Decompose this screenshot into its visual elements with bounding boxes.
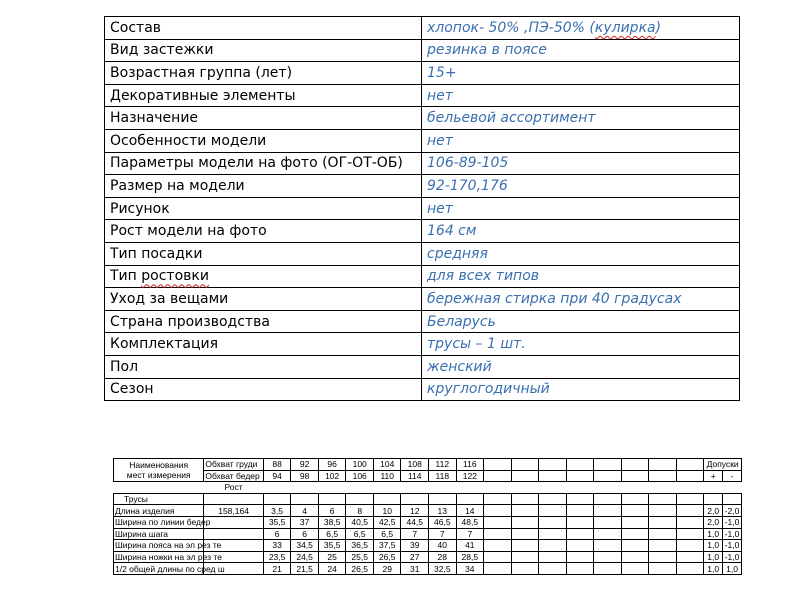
empty-cell: [621, 563, 649, 575]
empty-cell: [539, 540, 567, 552]
attribute-value: женский: [422, 355, 740, 378]
attribute-row: [105, 152, 740, 175]
hips-size: 94: [263, 470, 291, 482]
chest-size: 108: [401, 459, 429, 471]
measurement-value: 33: [263, 540, 291, 552]
empty-cell: [621, 540, 649, 552]
empty-cell: [649, 551, 677, 563]
empty-cell: [401, 482, 429, 494]
measurement-value: 35,5: [263, 516, 291, 528]
empty-cell: [566, 528, 594, 540]
empty-cell: [291, 493, 319, 505]
measurement-value: 42,5: [373, 516, 401, 528]
measurement-value: 26,5: [373, 551, 401, 563]
hips-size: 122: [456, 470, 484, 482]
empty-cell: [621, 470, 649, 482]
empty-cell: [263, 482, 291, 494]
empty-cell: [456, 493, 484, 505]
empty-cell: [373, 493, 401, 505]
header-name-line: Наименования: [129, 460, 189, 471]
empty-cell: [649, 516, 677, 528]
empty-cell: [676, 540, 704, 552]
empty-cell: [346, 493, 374, 505]
size-data-row: [114, 505, 742, 517]
empty-cell: [704, 493, 723, 505]
measurement-value: 6,5: [346, 528, 374, 540]
empty-cell: [594, 470, 622, 482]
measurement-value: 36,5: [346, 540, 374, 552]
attribute-row: [105, 129, 740, 152]
measurement-name: Длина изделия: [114, 505, 204, 517]
measurement-value: 28: [429, 551, 457, 563]
empty-cell: [621, 551, 649, 563]
empty-cell: [566, 470, 594, 482]
measurement-value: 35,5: [318, 540, 346, 552]
empty-cell: [484, 459, 512, 471]
chest-size: 96: [318, 459, 346, 471]
empty-cell: [539, 551, 567, 563]
empty-cell: [291, 482, 319, 494]
hips-size: 114: [401, 470, 429, 482]
empty-cell: [318, 493, 346, 505]
attribute-row: [105, 333, 740, 356]
tolerance-plus: +: [704, 470, 723, 482]
chest-size: 116: [456, 459, 484, 471]
empty-cell: [263, 493, 291, 505]
measurement-value: 44,5: [401, 516, 429, 528]
attribute-value: бережная стирка при 40 градусах: [422, 288, 740, 311]
attribute-value: нет: [422, 84, 740, 107]
measurement-value: 21: [263, 563, 291, 575]
tolerance-minus-value: -1,0: [723, 516, 742, 528]
empty-cell: [676, 470, 704, 482]
empty-cell: [649, 482, 677, 494]
size-data-row: [114, 540, 742, 552]
attribute-value: 15+: [422, 62, 740, 85]
empty-cell: [484, 505, 512, 517]
measurement-name: Ширина по линии бедер: [115, 517, 211, 528]
empty-cell: [484, 470, 512, 482]
empty-cell: [511, 551, 539, 563]
hips-size: 98: [291, 470, 319, 482]
attribute-value: нет: [422, 129, 740, 152]
measurement-value: 6,5: [318, 528, 346, 540]
measurement-value: 7: [401, 528, 429, 540]
empty-cell: [594, 528, 622, 540]
empty-cell: [511, 493, 539, 505]
attribute-key: Декоративные элементы: [105, 84, 422, 107]
measurement-value: 39: [401, 540, 429, 552]
size-header-row: [114, 459, 742, 471]
attribute-value: для всех типов: [422, 265, 740, 288]
attribute-key: Размер на модели: [105, 175, 422, 198]
empty-cell: [456, 482, 484, 494]
measurement-value: 37,5: [373, 540, 401, 552]
hips-label: Обхват бедер: [204, 470, 263, 482]
empty-cell: [511, 459, 539, 471]
size-data-row: [114, 516, 742, 528]
measurement-name: Ширина шага: [114, 528, 204, 540]
attribute-key: Возрастная группа (лет): [105, 62, 422, 85]
empty-cell: [676, 459, 704, 471]
attribute-row: [105, 17, 740, 40]
empty-cell: [649, 470, 677, 482]
measurement-value: 37: [291, 516, 319, 528]
measurement-value: 25,5: [346, 551, 374, 563]
empty-cell: [539, 516, 567, 528]
product-attributes-body: [105, 17, 740, 401]
measurement-value: 6: [263, 528, 291, 540]
measurement-name: Ширина пояса на эл рез те: [115, 540, 222, 551]
spellcheck-underlined-word: кулирка: [594, 19, 656, 36]
attribute-value: [422, 17, 740, 40]
measurement-value: 34,5: [291, 540, 319, 552]
attribute-row: [105, 107, 740, 130]
chest-size: 92: [291, 459, 319, 471]
size-data-row: [114, 563, 742, 575]
hips-size: 110: [373, 470, 401, 482]
attribute-row: [105, 220, 740, 243]
measurement-value: 46,5: [429, 516, 457, 528]
measurement-value: 31: [401, 563, 429, 575]
empty-cell: [676, 505, 704, 517]
chest-size: 112: [429, 459, 457, 471]
empty-cell: [539, 505, 567, 517]
measurement-value: 34: [456, 563, 484, 575]
measurement-value: 6: [291, 528, 319, 540]
empty-cell: [594, 459, 622, 471]
empty-cell: [621, 493, 649, 505]
hips-size: 106: [346, 470, 374, 482]
attribute-row: [105, 242, 740, 265]
empty-cell: [723, 493, 742, 505]
empty-cell: [318, 482, 346, 494]
attribute-key: Состав: [105, 17, 422, 40]
section-title: Трусы: [114, 493, 204, 505]
attribute-row: [105, 310, 740, 333]
empty-cell: [649, 528, 677, 540]
empty-cell: [676, 516, 704, 528]
empty-cell: [594, 551, 622, 563]
measurement-value: 40,5: [346, 516, 374, 528]
attribute-row: [105, 288, 740, 311]
measurement-value: 13: [429, 505, 457, 517]
tolerance-minus-value: -1,0: [723, 551, 742, 563]
tolerance-plus-value: 1,0: [704, 551, 723, 563]
empty-cell: [484, 482, 512, 494]
empty-cell: [676, 551, 704, 563]
empty-cell: [539, 482, 567, 494]
measurement-value: 6: [318, 505, 346, 517]
height-label-row: [114, 482, 742, 494]
size-data-row: [114, 528, 742, 540]
size-header-row: [114, 470, 742, 482]
attribute-key: Параметры модели на фото (ОГ-ОТ-ОБ): [105, 152, 422, 175]
empty-cell: [114, 482, 204, 494]
measurement-value: 10: [373, 505, 401, 517]
chest-label: Обхват груди: [204, 459, 263, 471]
empty-cell: [511, 505, 539, 517]
measurement-value: 4: [291, 505, 319, 517]
empty-cell: [484, 516, 512, 528]
attribute-value-text: хлопок- 50% ,ПЭ-50% (: [427, 19, 595, 36]
size-chart-body: [114, 459, 742, 575]
empty-cell: [484, 540, 512, 552]
measurement-value: 23,5: [263, 551, 291, 563]
measurement-value: 3,5: [263, 505, 291, 517]
empty-cell: [566, 540, 594, 552]
empty-cell: [594, 482, 622, 494]
tolerance-minus-value: 1,0: [723, 563, 742, 575]
empty-cell: [373, 482, 401, 494]
empty-cell: [484, 493, 512, 505]
attribute-value: 92-170,176: [422, 175, 740, 198]
hips-size: 102: [318, 470, 346, 482]
measurement-value: 7: [429, 528, 457, 540]
measurement-value: 29: [373, 563, 401, 575]
empty-cell: [484, 563, 512, 575]
empty-cell: [511, 540, 539, 552]
tolerance-plus-value: 1,0: [704, 540, 723, 552]
hips-size: 118: [429, 470, 457, 482]
empty-cell: [566, 563, 594, 575]
empty-cell: [621, 505, 649, 517]
measurement-value: 21,5: [291, 563, 319, 575]
attribute-row: [105, 378, 740, 401]
empty-cell: [594, 493, 622, 505]
empty-cell: [676, 563, 704, 575]
empty-cell: [594, 505, 622, 517]
measurement-value: 14: [456, 505, 484, 517]
attribute-row: [105, 39, 740, 62]
empty-cell: [511, 528, 539, 540]
empty-cell: [539, 528, 567, 540]
tolerance-plus-value: 1,0: [704, 563, 723, 575]
height-value: [204, 516, 263, 528]
empty-cell: [649, 505, 677, 517]
measurement-value: 38,5: [318, 516, 346, 528]
attribute-key: Особенности модели: [105, 129, 422, 152]
attribute-key: Комплектация: [105, 333, 422, 356]
empty-cell: [566, 459, 594, 471]
empty-cell: [676, 493, 704, 505]
tolerance-plus-value: 2,0: [704, 505, 723, 517]
tolerance-minus: -: [723, 470, 742, 482]
attribute-value: средняя: [422, 242, 740, 265]
empty-cell: [649, 563, 677, 575]
measurement-value: 12: [401, 505, 429, 517]
empty-cell: [429, 482, 457, 494]
empty-cell: [566, 482, 594, 494]
attribute-row: [105, 355, 740, 378]
tolerance-minus-value: -1,0: [723, 528, 742, 540]
attribute-key: Назначение: [105, 107, 422, 130]
empty-cell: [621, 516, 649, 528]
empty-cell: [566, 493, 594, 505]
empty-cell: [429, 493, 457, 505]
measurement-value: 24: [318, 563, 346, 575]
measurement-name-header: [114, 459, 204, 482]
measurement-value: 40: [429, 540, 457, 552]
attribute-row: [105, 265, 740, 288]
measurement-value: 8: [346, 505, 374, 517]
empty-cell: [484, 551, 512, 563]
header-name-line: мест измерения: [126, 470, 191, 481]
tolerance-header: Допуски: [704, 459, 742, 471]
empty-cell: [621, 482, 649, 494]
attribute-value: нет: [422, 197, 740, 220]
empty-cell: [649, 459, 677, 471]
empty-cell: [539, 563, 567, 575]
attribute-key: Вид застежки: [105, 39, 422, 62]
spellcheck-underlined-word: ростовки: [141, 268, 209, 285]
product-attributes-table: [104, 16, 740, 401]
attribute-value: резинка в поясе: [422, 39, 740, 62]
empty-cell: [566, 516, 594, 528]
measurement-value: 28,5: [456, 551, 484, 563]
measurement-value: 7: [456, 528, 484, 540]
attribute-key: Пол: [105, 355, 422, 378]
attribute-row: [105, 62, 740, 85]
attribute-value: бельевой ассортимент: [422, 107, 740, 130]
empty-cell: [346, 482, 374, 494]
empty-cell: [621, 528, 649, 540]
measurement-value: 25: [318, 551, 346, 563]
empty-cell: [594, 516, 622, 528]
empty-cell: [511, 482, 539, 494]
section-row: [114, 493, 742, 505]
empty-cell: [649, 493, 677, 505]
attribute-key-text: Тип: [110, 268, 142, 285]
attribute-key: Тип посадки: [105, 242, 422, 265]
size-chart-table: [113, 458, 742, 575]
measurement-value: 32,5: [429, 563, 457, 575]
attribute-value-text: ): [655, 19, 662, 36]
chest-size: 88: [263, 459, 291, 471]
measurement-value: 27: [401, 551, 429, 563]
empty-cell: [704, 482, 723, 494]
empty-cell: [676, 482, 704, 494]
tolerance-plus-value: 2,0: [704, 516, 723, 528]
attribute-row: [105, 175, 740, 198]
empty-cell: [401, 493, 429, 505]
empty-cell: [566, 505, 594, 517]
empty-cell: [594, 540, 622, 552]
size-chart: [113, 458, 742, 575]
height-value: [204, 528, 263, 540]
height-value: 158,164: [204, 505, 263, 517]
height-label: Рост: [224, 482, 243, 493]
empty-cell: [594, 563, 622, 575]
size-data-row: [114, 551, 742, 563]
empty-cell: [676, 528, 704, 540]
measurement-value: 26,5: [346, 563, 374, 575]
attribute-value: трусы – 1 шт.: [422, 333, 740, 356]
empty-cell: [511, 563, 539, 575]
empty-cell: [511, 516, 539, 528]
attribute-value: 106-89-105: [422, 152, 740, 175]
measurement-value: 24,5: [291, 551, 319, 563]
empty-cell: [539, 470, 567, 482]
chest-size: 100: [346, 459, 374, 471]
measurement-value: 41: [456, 540, 484, 552]
empty-cell: [484, 528, 512, 540]
measurement-name: Ширина ножки на эл рез те: [115, 552, 222, 563]
empty-cell: [566, 551, 594, 563]
attribute-key: Уход за вещами: [105, 288, 422, 311]
attribute-key: Рост модели на фото: [105, 220, 422, 243]
empty-cell: [649, 540, 677, 552]
attribute-value: Беларусь: [422, 310, 740, 333]
attribute-key: Рисунок: [105, 197, 422, 220]
attribute-key: Страна производства: [105, 310, 422, 333]
chest-size: 104: [373, 459, 401, 471]
empty-cell: [723, 482, 742, 494]
attribute-value: 164 см: [422, 220, 740, 243]
tolerance-plus-value: 1,0: [704, 528, 723, 540]
tolerance-minus-value: -1,0: [723, 540, 742, 552]
measurement-value: 6,5: [373, 528, 401, 540]
attribute-row: [105, 197, 740, 220]
attribute-row: [105, 84, 740, 107]
empty-cell: [204, 493, 263, 505]
empty-cell: [621, 459, 649, 471]
attribute-value: круглогодичный: [422, 378, 740, 401]
tolerance-minus-value: -2,0: [723, 505, 742, 517]
attribute-key: [105, 265, 422, 288]
measurement-value: 48,5: [456, 516, 484, 528]
empty-cell: [511, 470, 539, 482]
attribute-key: Сезон: [105, 378, 422, 401]
empty-cell: [539, 459, 567, 471]
empty-cell: [539, 493, 567, 505]
measurement-name: 1/2 общей длины по сред ш: [115, 563, 225, 574]
